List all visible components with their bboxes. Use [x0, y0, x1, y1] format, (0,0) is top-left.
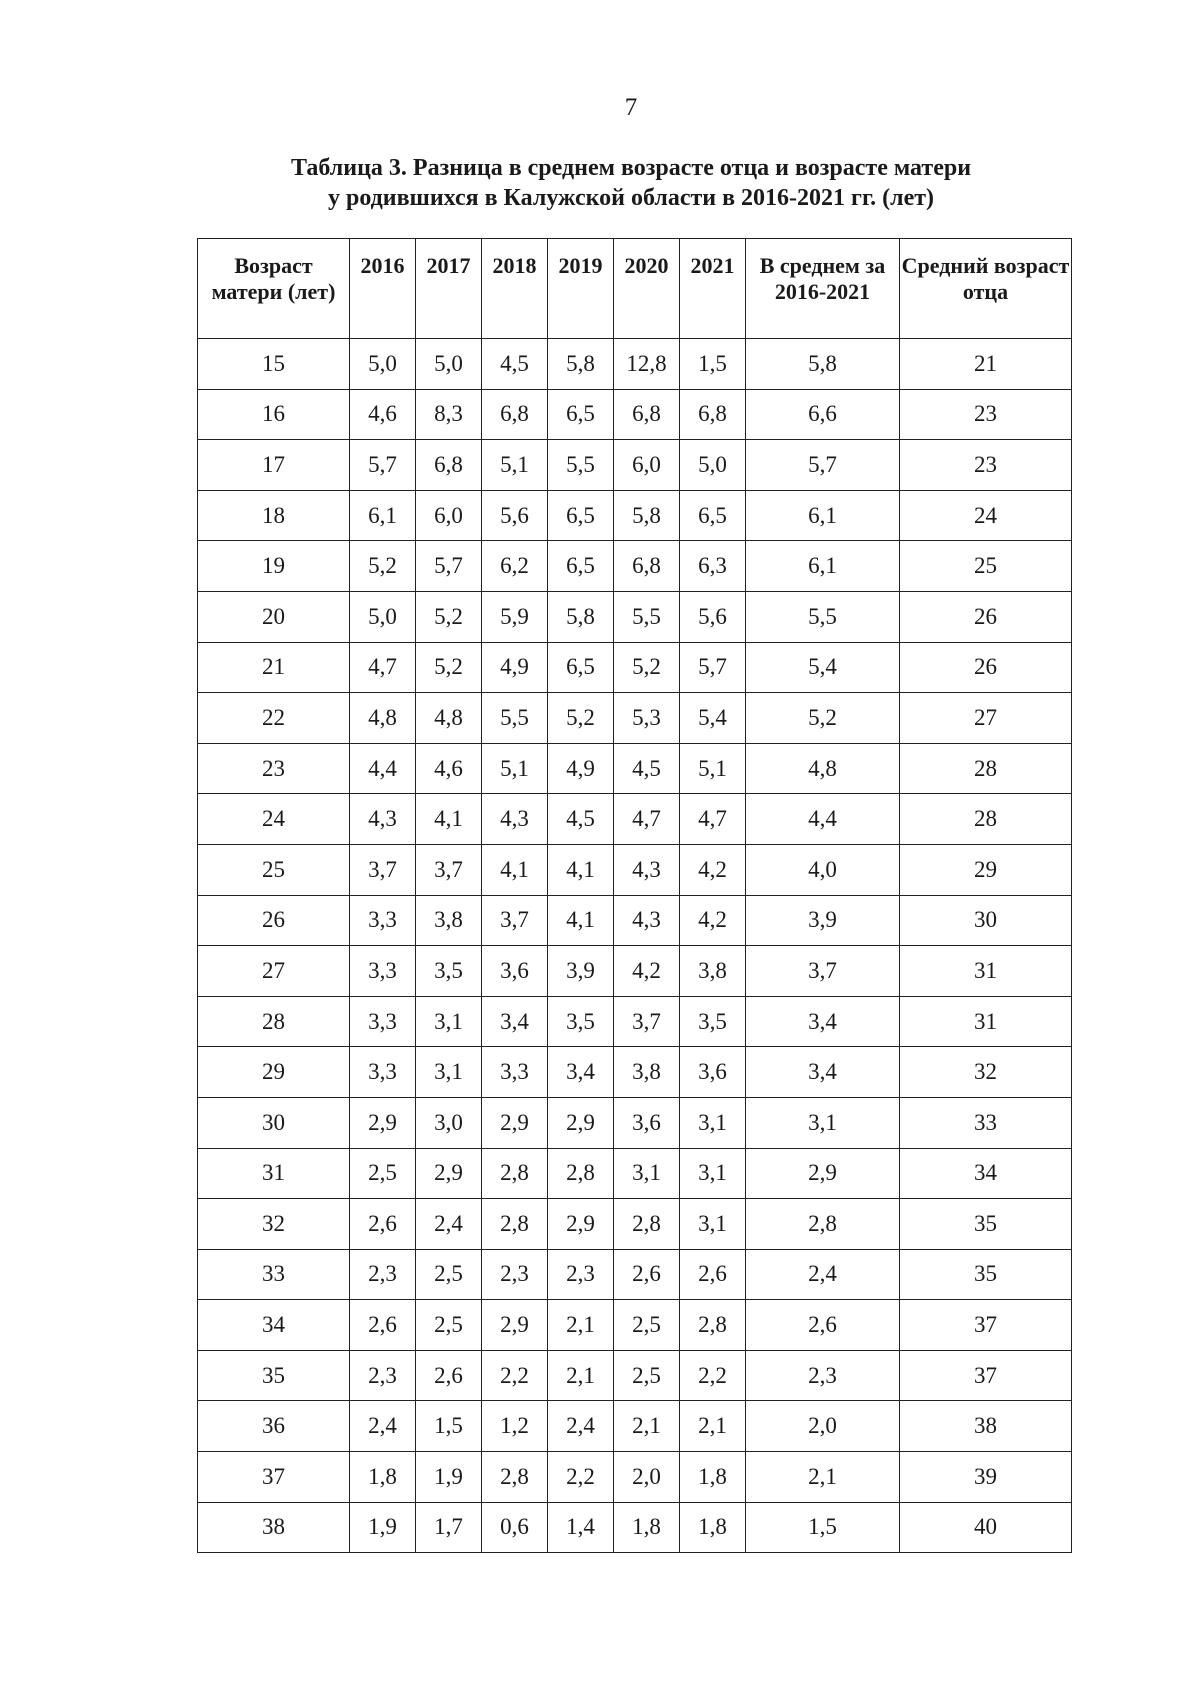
- age-difference-table: [197, 238, 1072, 1553]
- cell-2020: 2,5: [614, 1350, 680, 1401]
- cell-2019: 5,8: [548, 339, 614, 390]
- cell-2016: 2,6: [350, 1300, 416, 1351]
- cell-2019: 5,5: [548, 440, 614, 491]
- cell-2020: 5,2: [614, 642, 680, 693]
- cell-2019: 2,1: [548, 1300, 614, 1351]
- cell-2017: 3,0: [416, 1097, 482, 1148]
- cell-2016: 2,5: [350, 1148, 416, 1199]
- table-row: [198, 1300, 1072, 1351]
- cell-2021: 4,2: [680, 895, 746, 946]
- cell-2018: 4,3: [482, 794, 548, 845]
- cell-average: 6,6: [746, 389, 900, 440]
- cell-mother-age: 24: [198, 794, 350, 845]
- cell-2016: 4,7: [350, 642, 416, 693]
- cell-mother-age: 21: [198, 642, 350, 693]
- cell-2016: 4,6: [350, 389, 416, 440]
- cell-father-age: 28: [900, 794, 1072, 845]
- cell-2021: 3,1: [680, 1097, 746, 1148]
- cell-2018: 5,6: [482, 490, 548, 541]
- cell-2020: 5,5: [614, 591, 680, 642]
- cell-2018: 5,5: [482, 693, 548, 744]
- cell-2017: 1,5: [416, 1401, 482, 1452]
- cell-2020: 3,1: [614, 1148, 680, 1199]
- cell-2018: 2,8: [482, 1148, 548, 1199]
- cell-2018: 4,9: [482, 642, 548, 693]
- cell-2016: 4,3: [350, 794, 416, 845]
- cell-2020: 3,6: [614, 1097, 680, 1148]
- cell-2021: 5,6: [680, 591, 746, 642]
- cell-2017: 6,8: [416, 440, 482, 491]
- cell-2021: 1,8: [680, 1502, 746, 1553]
- cell-father-age: 35: [900, 1249, 1072, 1300]
- cell-mother-age: 29: [198, 1047, 350, 1098]
- cell-2018: 3,7: [482, 895, 548, 946]
- cell-2020: 1,8: [614, 1502, 680, 1553]
- cell-mother-age: 27: [198, 946, 350, 997]
- table-row: [198, 1452, 1072, 1503]
- cell-average: 5,7: [746, 440, 900, 491]
- cell-average: 2,8: [746, 1199, 900, 1250]
- cell-2017: 8,3: [416, 389, 482, 440]
- cell-mother-age: 15: [198, 339, 350, 390]
- cell-2021: 2,6: [680, 1249, 746, 1300]
- cell-father-age: 40: [900, 1502, 1072, 1553]
- cell-2017: 3,1: [416, 1047, 482, 1098]
- cell-2019: 5,8: [548, 591, 614, 642]
- cell-average: 5,5: [746, 591, 900, 642]
- cell-2021: 3,5: [680, 996, 746, 1047]
- table-row: [198, 996, 1072, 1047]
- cell-2021: 1,8: [680, 1452, 746, 1503]
- cell-2018: 5,1: [482, 743, 548, 794]
- cell-father-age: 31: [900, 946, 1072, 997]
- cell-father-age: 26: [900, 642, 1072, 693]
- cell-mother-age: 25: [198, 844, 350, 895]
- table-row: [198, 1097, 1072, 1148]
- table-row: [198, 541, 1072, 592]
- table-row: [198, 389, 1072, 440]
- cell-2019: 4,1: [548, 844, 614, 895]
- cell-2018: 5,1: [482, 440, 548, 491]
- cell-2019: 2,1: [548, 1350, 614, 1401]
- cell-average: 1,5: [746, 1502, 900, 1553]
- cell-2017: 6,0: [416, 490, 482, 541]
- header-year-2019: 2019: [548, 239, 614, 339]
- cell-average: 6,1: [746, 490, 900, 541]
- cell-2021: 1,5: [680, 339, 746, 390]
- header-father-age: Средний возраст отца: [900, 239, 1072, 339]
- table-row: [198, 1199, 1072, 1250]
- cell-2018: 3,4: [482, 996, 548, 1047]
- table-row: [198, 693, 1072, 744]
- cell-2020: 3,7: [614, 996, 680, 1047]
- cell-average: 6,1: [746, 541, 900, 592]
- cell-2020: 2,6: [614, 1249, 680, 1300]
- cell-2019: 4,5: [548, 794, 614, 845]
- cell-2020: 4,2: [614, 946, 680, 997]
- table-row: [198, 794, 1072, 845]
- cell-average: 2,9: [746, 1148, 900, 1199]
- cell-2021: 2,2: [680, 1350, 746, 1401]
- cell-2021: 6,5: [680, 490, 746, 541]
- header-year-2017: 2017: [416, 239, 482, 339]
- cell-average: 4,8: [746, 743, 900, 794]
- cell-2018: 6,2: [482, 541, 548, 592]
- cell-2019: 1,4: [548, 1502, 614, 1553]
- cell-2021: 3,1: [680, 1148, 746, 1199]
- cell-2021: 5,0: [680, 440, 746, 491]
- cell-2017: 2,9: [416, 1148, 482, 1199]
- cell-2018: 4,1: [482, 844, 548, 895]
- cell-2018: 3,3: [482, 1047, 548, 1098]
- cell-average: 3,4: [746, 1047, 900, 1098]
- cell-2019: 6,5: [548, 389, 614, 440]
- cell-2019: 2,8: [548, 1148, 614, 1199]
- cell-mother-age: 16: [198, 389, 350, 440]
- cell-2020: 4,3: [614, 895, 680, 946]
- cell-father-age: 32: [900, 1047, 1072, 1098]
- cell-2016: 3,3: [350, 1047, 416, 1098]
- cell-2020: 6,8: [614, 541, 680, 592]
- cell-average: 2,4: [746, 1249, 900, 1300]
- table-title-line-1: Таблица 3. Разница в среднем возрасте отца и возрасте матери: [290, 155, 972, 181]
- cell-2019: 2,2: [548, 1452, 614, 1503]
- cell-2016: 3,3: [350, 946, 416, 997]
- table-row: [198, 642, 1072, 693]
- header-year-2020: 2020: [614, 239, 680, 339]
- cell-2021: 5,4: [680, 693, 746, 744]
- table-row: [198, 339, 1072, 390]
- cell-2021: 2,1: [680, 1401, 746, 1452]
- table-row: [198, 743, 1072, 794]
- cell-2017: 5,2: [416, 591, 482, 642]
- cell-father-age: 30: [900, 895, 1072, 946]
- cell-2016: 1,9: [350, 1502, 416, 1553]
- cell-average: 4,4: [746, 794, 900, 845]
- cell-2020: 5,8: [614, 490, 680, 541]
- cell-mother-age: 19: [198, 541, 350, 592]
- cell-2017: 2,5: [416, 1249, 482, 1300]
- table-row: [198, 895, 1072, 946]
- cell-average: 3,4: [746, 996, 900, 1047]
- cell-mother-age: 33: [198, 1249, 350, 1300]
- table-row: [198, 1148, 1072, 1199]
- cell-2017: 3,5: [416, 946, 482, 997]
- cell-mother-age: 20: [198, 591, 350, 642]
- cell-2021: 6,3: [680, 541, 746, 592]
- cell-2016: 5,7: [350, 440, 416, 491]
- cell-mother-age: 17: [198, 440, 350, 491]
- cell-father-age: 35: [900, 1199, 1072, 1250]
- cell-father-age: 27: [900, 693, 1072, 744]
- cell-mother-age: 28: [198, 996, 350, 1047]
- cell-2017: 4,6: [416, 743, 482, 794]
- table-title: [0, 153, 1200, 213]
- cell-2020: 6,8: [614, 389, 680, 440]
- cell-father-age: 25: [900, 541, 1072, 592]
- cell-father-age: 21: [900, 339, 1072, 390]
- cell-2018: 1,2: [482, 1401, 548, 1452]
- cell-2016: 2,9: [350, 1097, 416, 1148]
- cell-2020: 2,1: [614, 1401, 680, 1452]
- table-row: [198, 1401, 1072, 1452]
- cell-2016: 2,4: [350, 1401, 416, 1452]
- cell-mother-age: 38: [198, 1502, 350, 1553]
- cell-2019: 3,4: [548, 1047, 614, 1098]
- cell-2018: 6,8: [482, 389, 548, 440]
- cell-2018: 2,3: [482, 1249, 548, 1300]
- cell-2018: 2,9: [482, 1300, 548, 1351]
- cell-2019: 3,9: [548, 946, 614, 997]
- cell-average: 2,0: [746, 1401, 900, 1452]
- cell-2021: 4,2: [680, 844, 746, 895]
- cell-2020: 2,8: [614, 1199, 680, 1250]
- table-row: [198, 1350, 1072, 1401]
- cell-father-age: 37: [900, 1350, 1072, 1401]
- cell-2017: 2,6: [416, 1350, 482, 1401]
- table-row: [198, 946, 1072, 997]
- cell-average: 5,8: [746, 339, 900, 390]
- cell-father-age: 38: [900, 1401, 1072, 1452]
- cell-mother-age: 30: [198, 1097, 350, 1148]
- cell-2016: 2,3: [350, 1249, 416, 1300]
- table-row: [198, 490, 1072, 541]
- cell-mother-age: 18: [198, 490, 350, 541]
- header-year-2016: 2016: [350, 239, 416, 339]
- cell-2017: 1,9: [416, 1452, 482, 1503]
- cell-father-age: 34: [900, 1148, 1072, 1199]
- cell-2020: 2,5: [614, 1300, 680, 1351]
- page-number: 7: [624, 94, 638, 121]
- cell-2016: 3,3: [350, 996, 416, 1047]
- cell-2021: 3,6: [680, 1047, 746, 1098]
- cell-father-age: 24: [900, 490, 1072, 541]
- header-average: В среднем за 2016-2021: [746, 239, 900, 339]
- cell-2021: 5,1: [680, 743, 746, 794]
- cell-2017: 3,1: [416, 996, 482, 1047]
- cell-2020: 4,7: [614, 794, 680, 845]
- cell-father-age: 33: [900, 1097, 1072, 1148]
- table-title-line-2: у родившихся в Калужской области в 2016-2021 гг. (лет): [327, 185, 935, 211]
- cell-father-age: 39: [900, 1452, 1072, 1503]
- cell-2017: 3,7: [416, 844, 482, 895]
- cell-2020: 4,5: [614, 743, 680, 794]
- cell-2016: 5,0: [350, 591, 416, 642]
- cell-2016: 1,8: [350, 1452, 416, 1503]
- cell-2018: 2,8: [482, 1452, 548, 1503]
- cell-mother-age: 37: [198, 1452, 350, 1503]
- cell-2017: 5,2: [416, 642, 482, 693]
- cell-2017: 4,1: [416, 794, 482, 845]
- cell-mother-age: 35: [198, 1350, 350, 1401]
- cell-2017: 5,0: [416, 339, 482, 390]
- cell-2021: 6,8: [680, 389, 746, 440]
- header-mother-age: Возраст матери (лет): [198, 239, 350, 339]
- cell-2016: 3,7: [350, 844, 416, 895]
- cell-average: 2,1: [746, 1452, 900, 1503]
- cell-mother-age: 34: [198, 1300, 350, 1351]
- table-row: [198, 844, 1072, 895]
- cell-mother-age: 36: [198, 1401, 350, 1452]
- cell-average: 3,7: [746, 946, 900, 997]
- cell-2019: 3,5: [548, 996, 614, 1047]
- cell-2021: 5,7: [680, 642, 746, 693]
- cell-2016: 2,3: [350, 1350, 416, 1401]
- cell-2018: 2,9: [482, 1097, 548, 1148]
- cell-2021: 4,7: [680, 794, 746, 845]
- cell-2018: 4,5: [482, 339, 548, 390]
- cell-2019: 2,9: [548, 1097, 614, 1148]
- cell-average: 2,6: [746, 1300, 900, 1351]
- cell-2018: 5,9: [482, 591, 548, 642]
- cell-2020: 3,8: [614, 1047, 680, 1098]
- cell-mother-age: 23: [198, 743, 350, 794]
- cell-2019: 6,5: [548, 642, 614, 693]
- cell-2017: 1,7: [416, 1502, 482, 1553]
- header-year-2018: 2018: [482, 239, 548, 339]
- cell-mother-age: 31: [198, 1148, 350, 1199]
- cell-father-age: 29: [900, 844, 1072, 895]
- cell-2017: 2,5: [416, 1300, 482, 1351]
- cell-2016: 4,4: [350, 743, 416, 794]
- cell-2017: 2,4: [416, 1199, 482, 1250]
- header-year-2021: 2021: [680, 239, 746, 339]
- cell-mother-age: 32: [198, 1199, 350, 1250]
- cell-father-age: 31: [900, 996, 1072, 1047]
- cell-2018: 2,2: [482, 1350, 548, 1401]
- cell-average: 2,3: [746, 1350, 900, 1401]
- cell-average: 4,0: [746, 844, 900, 895]
- cell-father-age: 23: [900, 389, 1072, 440]
- cell-2016: 2,6: [350, 1199, 416, 1250]
- cell-2016: 4,8: [350, 693, 416, 744]
- cell-2018: 3,6: [482, 946, 548, 997]
- cell-2016: 5,0: [350, 339, 416, 390]
- cell-2021: 3,8: [680, 946, 746, 997]
- cell-2019: 6,5: [548, 490, 614, 541]
- cell-father-age: 23: [900, 440, 1072, 491]
- cell-2017: 5,7: [416, 541, 482, 592]
- cell-2019: 5,2: [548, 693, 614, 744]
- cell-father-age: 37: [900, 1300, 1072, 1351]
- cell-2019: 4,9: [548, 743, 614, 794]
- table-row: [198, 1502, 1072, 1553]
- cell-average: 3,9: [746, 895, 900, 946]
- cell-2021: 2,8: [680, 1300, 746, 1351]
- table-row: [198, 1249, 1072, 1300]
- cell-average: 3,1: [746, 1097, 900, 1148]
- cell-2016: 5,2: [350, 541, 416, 592]
- cell-2019: 2,4: [548, 1401, 614, 1452]
- cell-2019: 6,5: [548, 541, 614, 592]
- cell-2021: 3,1: [680, 1199, 746, 1250]
- cell-2020: 6,0: [614, 440, 680, 491]
- cell-2018: 2,8: [482, 1199, 548, 1250]
- cell-2020: 2,0: [614, 1452, 680, 1503]
- cell-average: 5,2: [746, 693, 900, 744]
- cell-2016: 6,1: [350, 490, 416, 541]
- cell-father-age: 28: [900, 743, 1072, 794]
- table-header-row: [198, 239, 1072, 339]
- cell-2020: 12,8: [614, 339, 680, 390]
- cell-2018: 0,6: [482, 1502, 548, 1553]
- cell-mother-age: 22: [198, 693, 350, 744]
- cell-average: 5,4: [746, 642, 900, 693]
- cell-2017: 4,8: [416, 693, 482, 744]
- cell-2019: 4,1: [548, 895, 614, 946]
- cell-2020: 5,3: [614, 693, 680, 744]
- cell-2019: 2,3: [548, 1249, 614, 1300]
- table-row: [198, 591, 1072, 642]
- table-body: [198, 339, 1072, 1553]
- cell-2016: 3,3: [350, 895, 416, 946]
- table-row: [198, 440, 1072, 491]
- table-row: [198, 1047, 1072, 1098]
- cell-2019: 2,9: [548, 1199, 614, 1250]
- cell-2020: 4,3: [614, 844, 680, 895]
- cell-mother-age: 26: [198, 895, 350, 946]
- cell-father-age: 26: [900, 591, 1072, 642]
- cell-2017: 3,8: [416, 895, 482, 946]
